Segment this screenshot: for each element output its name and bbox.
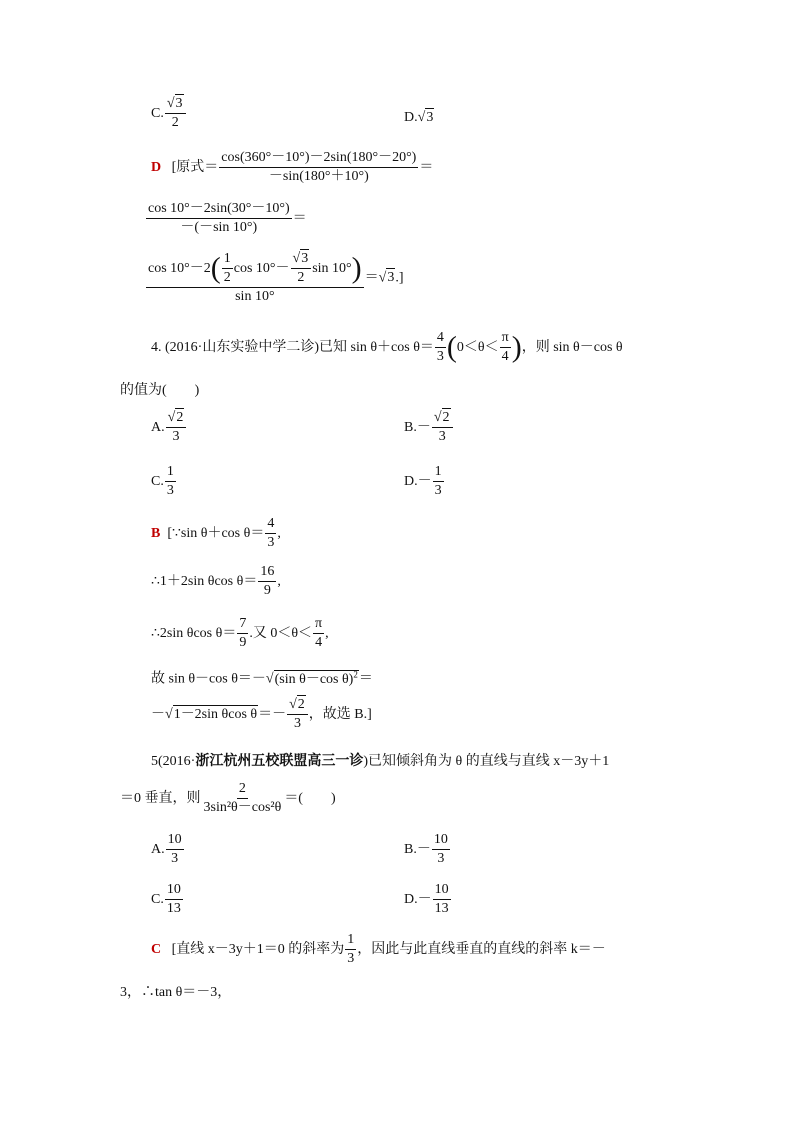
q4-solution-step2: ∴1＋2sin θcos θ＝ $\frac{16}{9}$ , [151,564,281,599]
q4-option-a: A. $\frac{√2}{3}$ [151,410,187,445]
q3-solution-step2: $\frac{\cos 10^\circ-2\sin(30^\circ-10^\circ)}{-(-\sin 10^\circ)}$ ＝ [148,201,307,236]
q4-answer-label: B [151,525,161,541]
q4-option-d: D.－ $\frac{1}{3}$ [404,464,442,499]
q5-solution-line2: 3，∴tan θ＝－3， [120,985,232,1000]
q3-option-d: D.√3 [404,110,434,125]
q5-stem-line2: ＝0 垂直，则 $\frac{2}{\text{3sin²θ－cos²θ}}$ ＝( ) [120,781,336,816]
q5-answer-label: C [151,941,162,957]
q3-solution-step3: cos 10°－2( $\frac{1}{2}$ cos 10°－ $\frac{√3}{2}$ sin 10°) sin 10° ＝√3.] [148,251,404,305]
q4-stem-line2: 的值为( ) [120,383,200,398]
q5-option-a: A. $\frac{10}{3}$ [151,832,182,867]
q4-solution-step3: ∴2sin θcos θ＝ $\frac{7}{9}$ .又 0＜θ＜ $\frac{\pi}{4}$ , [151,616,329,651]
q4-option-c: C. $\frac{1}{3}$ [151,464,174,499]
q4-solution-step1: B [∵sin θ＋cos θ＝ $\frac{4}{3}$ , [151,516,281,551]
q5-option-c: C. $\frac{10}{13}$ [151,882,181,917]
q5-option-b: B.－ $\frac{10}{3}$ [404,832,448,867]
q4-stem: 4. (2016·山东实验中学二诊)已知 sin θ＋cos θ＝ $\frac{4}{3}$ (0＜θ＜ $\frac{\pi}{4}$ )，则 sin θ－cos θ [151,330,623,365]
q5-solution-line1: C [直线 x－3y＋1＝0 的斜率为 $\frac{1}{3}$ ，因此与此直线垂直的直线的斜率 k＝－ [151,932,606,967]
q3-answer-label: D [151,159,162,175]
q4-option-b: B.－ $\frac{√2}{3}$ [404,410,454,445]
q5-stem: 5(2016·浙江杭州五校联盟高三一诊)已知倾斜角为 θ 的直线与直线 x－3y＋1 [151,754,610,769]
q3-option-c: C. $\frac{√3}{2}$ [151,96,187,131]
q4-solution-step5: －√1－2sin θcos θ＝－ $\frac{√2}{3}$ ，故选 B.] [151,697,372,732]
q3-solution-step1: D [原式＝ $\frac{\cos(360^\circ-10^\circ)-2\sin(180^\circ-20^\circ)}{-\sin(180^\circ+10^\circ)}$ ＝ [151,150,434,185]
q4-solution-step4: 故 sin θ－cos θ＝－√(sin θ－cos θ)$^2$＝ [151,669,373,687]
q5-option-d: D.－ $\frac{10}{13}$ [404,882,449,917]
